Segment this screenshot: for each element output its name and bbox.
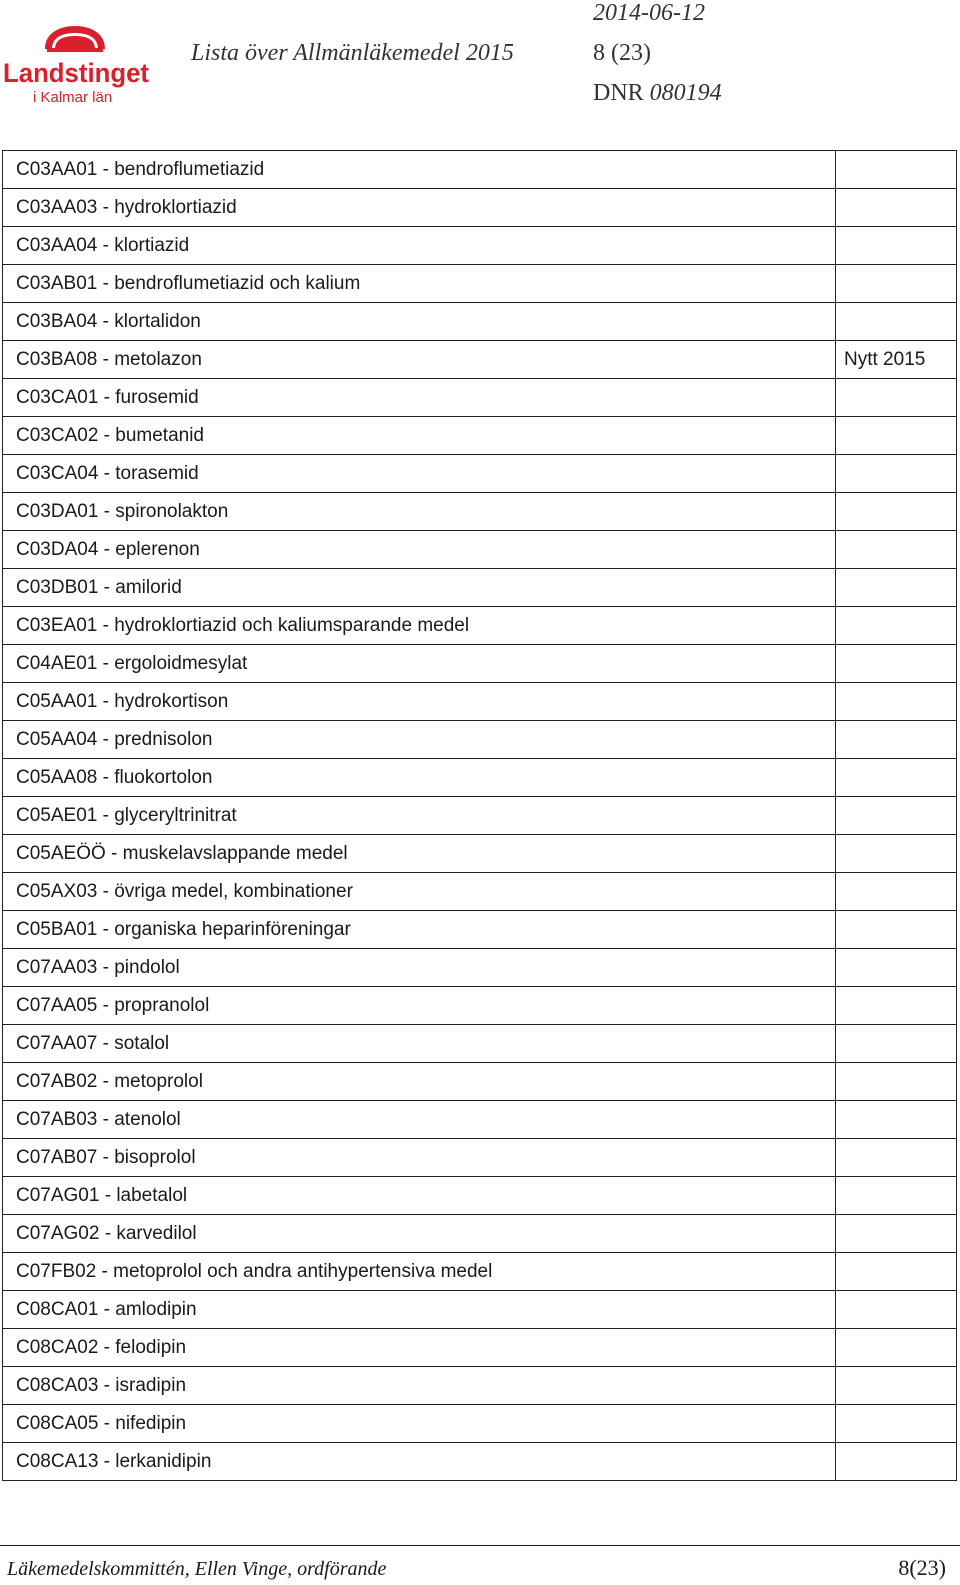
table-row <box>3 341 957 379</box>
drug-list-table <box>2 150 957 1481</box>
drug-note-cell <box>836 1291 957 1329</box>
table-row <box>3 1253 957 1291</box>
drug-note-cell <box>836 1215 957 1253</box>
table-row <box>3 1291 957 1329</box>
table-row <box>3 835 957 873</box>
drug-note-cell <box>836 607 957 645</box>
drug-name-cell: C03CA02 - bumetanid <box>3 417 836 455</box>
drug-note-cell <box>836 987 957 1025</box>
table-row <box>3 1025 957 1063</box>
dnr-number: 080194 <box>649 80 722 106</box>
drug-note-cell <box>836 1025 957 1063</box>
drug-name-cell: C07AA07 - sotalol <box>3 1025 836 1063</box>
drug-note-cell <box>836 759 957 797</box>
drug-name-cell: C03EA01 - hydroklortiazid och kaliumsparande medel <box>3 607 836 645</box>
table-row <box>3 645 957 683</box>
drug-name-cell: C08CA13 - lerkanidipin <box>3 1443 836 1481</box>
drug-name-cell: C07FB02 - metoprolol och andra antihypertensiva medel <box>3 1253 836 1291</box>
table-row <box>3 987 957 1025</box>
table-row <box>3 303 957 341</box>
table-row <box>3 1215 957 1253</box>
drug-note-cell <box>836 569 957 607</box>
drug-note-cell <box>836 151 957 189</box>
drug-note-cell <box>836 379 957 417</box>
landstinget-logo-graphic <box>3 22 153 107</box>
table-row <box>3 417 957 455</box>
drug-note-cell <box>836 873 957 911</box>
drug-note-cell <box>836 417 957 455</box>
table-row <box>3 265 957 303</box>
logo-wordmark: Landstinget <box>3 58 150 88</box>
document-date: 2014-06-12 <box>593 0 705 26</box>
dnr-label: DNR <box>593 80 644 106</box>
table-row <box>3 379 957 417</box>
table-row <box>3 721 957 759</box>
drug-note-cell <box>836 227 957 265</box>
drug-note-cell <box>836 1177 957 1215</box>
drug-name-cell: C07AG01 - labetalol <box>3 1177 836 1215</box>
drug-note-cell <box>836 189 957 227</box>
drug-note-cell <box>836 797 957 835</box>
drug-note-cell <box>836 949 957 987</box>
drug-note-cell <box>836 1405 957 1443</box>
table-row <box>3 1063 957 1101</box>
drug-name-cell: C07AB07 - bisoprolol <box>3 1139 836 1177</box>
table-row <box>3 1101 957 1139</box>
drug-name-cell: C05AEÖÖ - muskelavslappande medel <box>3 835 836 873</box>
drug-name-cell: C08CA03 - isradipin <box>3 1367 836 1405</box>
table-row <box>3 1177 957 1215</box>
drug-name-cell: C07AG02 - karvedilol <box>3 1215 836 1253</box>
drug-name-cell: C07AA05 - propranolol <box>3 987 836 1025</box>
drug-name-cell: C03DB01 - amilorid <box>3 569 836 607</box>
drug-name-cell: C05AX03 - övriga medel, kombinationer <box>3 873 836 911</box>
drug-note-cell <box>836 645 957 683</box>
page-indicator: 8 (23) <box>593 40 651 66</box>
drug-name-cell: C08CA01 - amlodipin <box>3 1291 836 1329</box>
drug-name-cell: C05AE01 - glyceryltrinitrat <box>3 797 836 835</box>
drug-name-cell: C05AA08 - fluokortolon <box>3 759 836 797</box>
table-row <box>3 759 957 797</box>
logo-subtitle: i Kalmar län <box>33 89 113 106</box>
footer-divider <box>0 1545 960 1546</box>
drug-note-cell <box>836 683 957 721</box>
drug-name-cell: C03DA01 - spironolakton <box>3 493 836 531</box>
drug-note-cell <box>836 1101 957 1139</box>
drug-name-cell: C03CA04 - torasemid <box>3 455 836 493</box>
table-row <box>3 683 957 721</box>
table-row <box>3 911 957 949</box>
drug-name-cell: C07AB02 - metoprolol <box>3 1063 836 1101</box>
table-row <box>3 1443 957 1481</box>
drug-note-cell <box>836 455 957 493</box>
drug-note-cell <box>836 835 957 873</box>
table-row <box>3 1405 957 1443</box>
drug-note-cell <box>836 721 957 759</box>
landstinget-logo <box>3 22 153 107</box>
drug-note-cell <box>836 1253 957 1291</box>
table-row <box>3 1139 957 1177</box>
drug-note-cell <box>836 531 957 569</box>
drug-name-cell: C05AA04 - prednisolon <box>3 721 836 759</box>
drug-name-cell: C03AB01 - bendroflumetiazid och kalium <box>3 265 836 303</box>
drug-note-cell <box>836 493 957 531</box>
table-row <box>3 189 957 227</box>
drug-name-cell: C08CA02 - felodipin <box>3 1329 836 1367</box>
table-row <box>3 873 957 911</box>
drug-note-cell <box>836 911 957 949</box>
drug-name-cell: C04AE01 - ergoloidmesylat <box>3 645 836 683</box>
table-row <box>3 797 957 835</box>
drug-note-cell <box>836 1367 957 1405</box>
drug-name-cell: C03CA01 - furosemid <box>3 379 836 417</box>
drug-note-cell <box>836 1139 957 1177</box>
table-row <box>3 227 957 265</box>
footer-committee: Läkemedelskommittén, Ellen Vinge, ordförande <box>7 1558 387 1580</box>
drug-note-cell <box>836 1329 957 1367</box>
drug-name-cell: C03BA08 - metolazon <box>3 341 836 379</box>
drug-name-cell: C05BA01 - organiska heparinföreningar <box>3 911 836 949</box>
table-row <box>3 569 957 607</box>
drug-note-cell <box>836 265 957 303</box>
table-row <box>3 949 957 987</box>
drug-note-cell <box>836 303 957 341</box>
drug-name-cell: C08CA05 - nifedipin <box>3 1405 836 1443</box>
table-row <box>3 1329 957 1367</box>
drug-name-cell: C03AA03 - hydroklortiazid <box>3 189 836 227</box>
drug-note-cell <box>836 1063 957 1101</box>
table-row <box>3 607 957 645</box>
drug-name-cell: C03AA01 - bendroflumetiazid <box>3 151 836 189</box>
table-row <box>3 493 957 531</box>
drug-name-cell: C05AA01 - hydrokortison <box>3 683 836 721</box>
table-row <box>3 455 957 493</box>
drug-note-cell: Nytt 2015 <box>836 341 957 379</box>
drug-name-cell: C03BA04 - klortalidon <box>3 303 836 341</box>
document-title: Lista över Allmänläkemedel 2015 <box>191 40 514 66</box>
drug-list-body <box>3 151 957 1481</box>
drug-note-cell <box>836 1443 957 1481</box>
drug-name-cell: C07AA03 - pindolol <box>3 949 836 987</box>
document-dnr <box>593 80 722 107</box>
footer-page-number: 8(23) <box>898 1555 946 1580</box>
table-row <box>3 1367 957 1405</box>
drug-name-cell: C07AB03 - atenolol <box>3 1101 836 1139</box>
drug-name-cell: C03DA04 - eplerenon <box>3 531 836 569</box>
table-row <box>3 151 957 189</box>
drug-name-cell: C03AA04 - klortiazid <box>3 227 836 265</box>
table-row <box>3 531 957 569</box>
